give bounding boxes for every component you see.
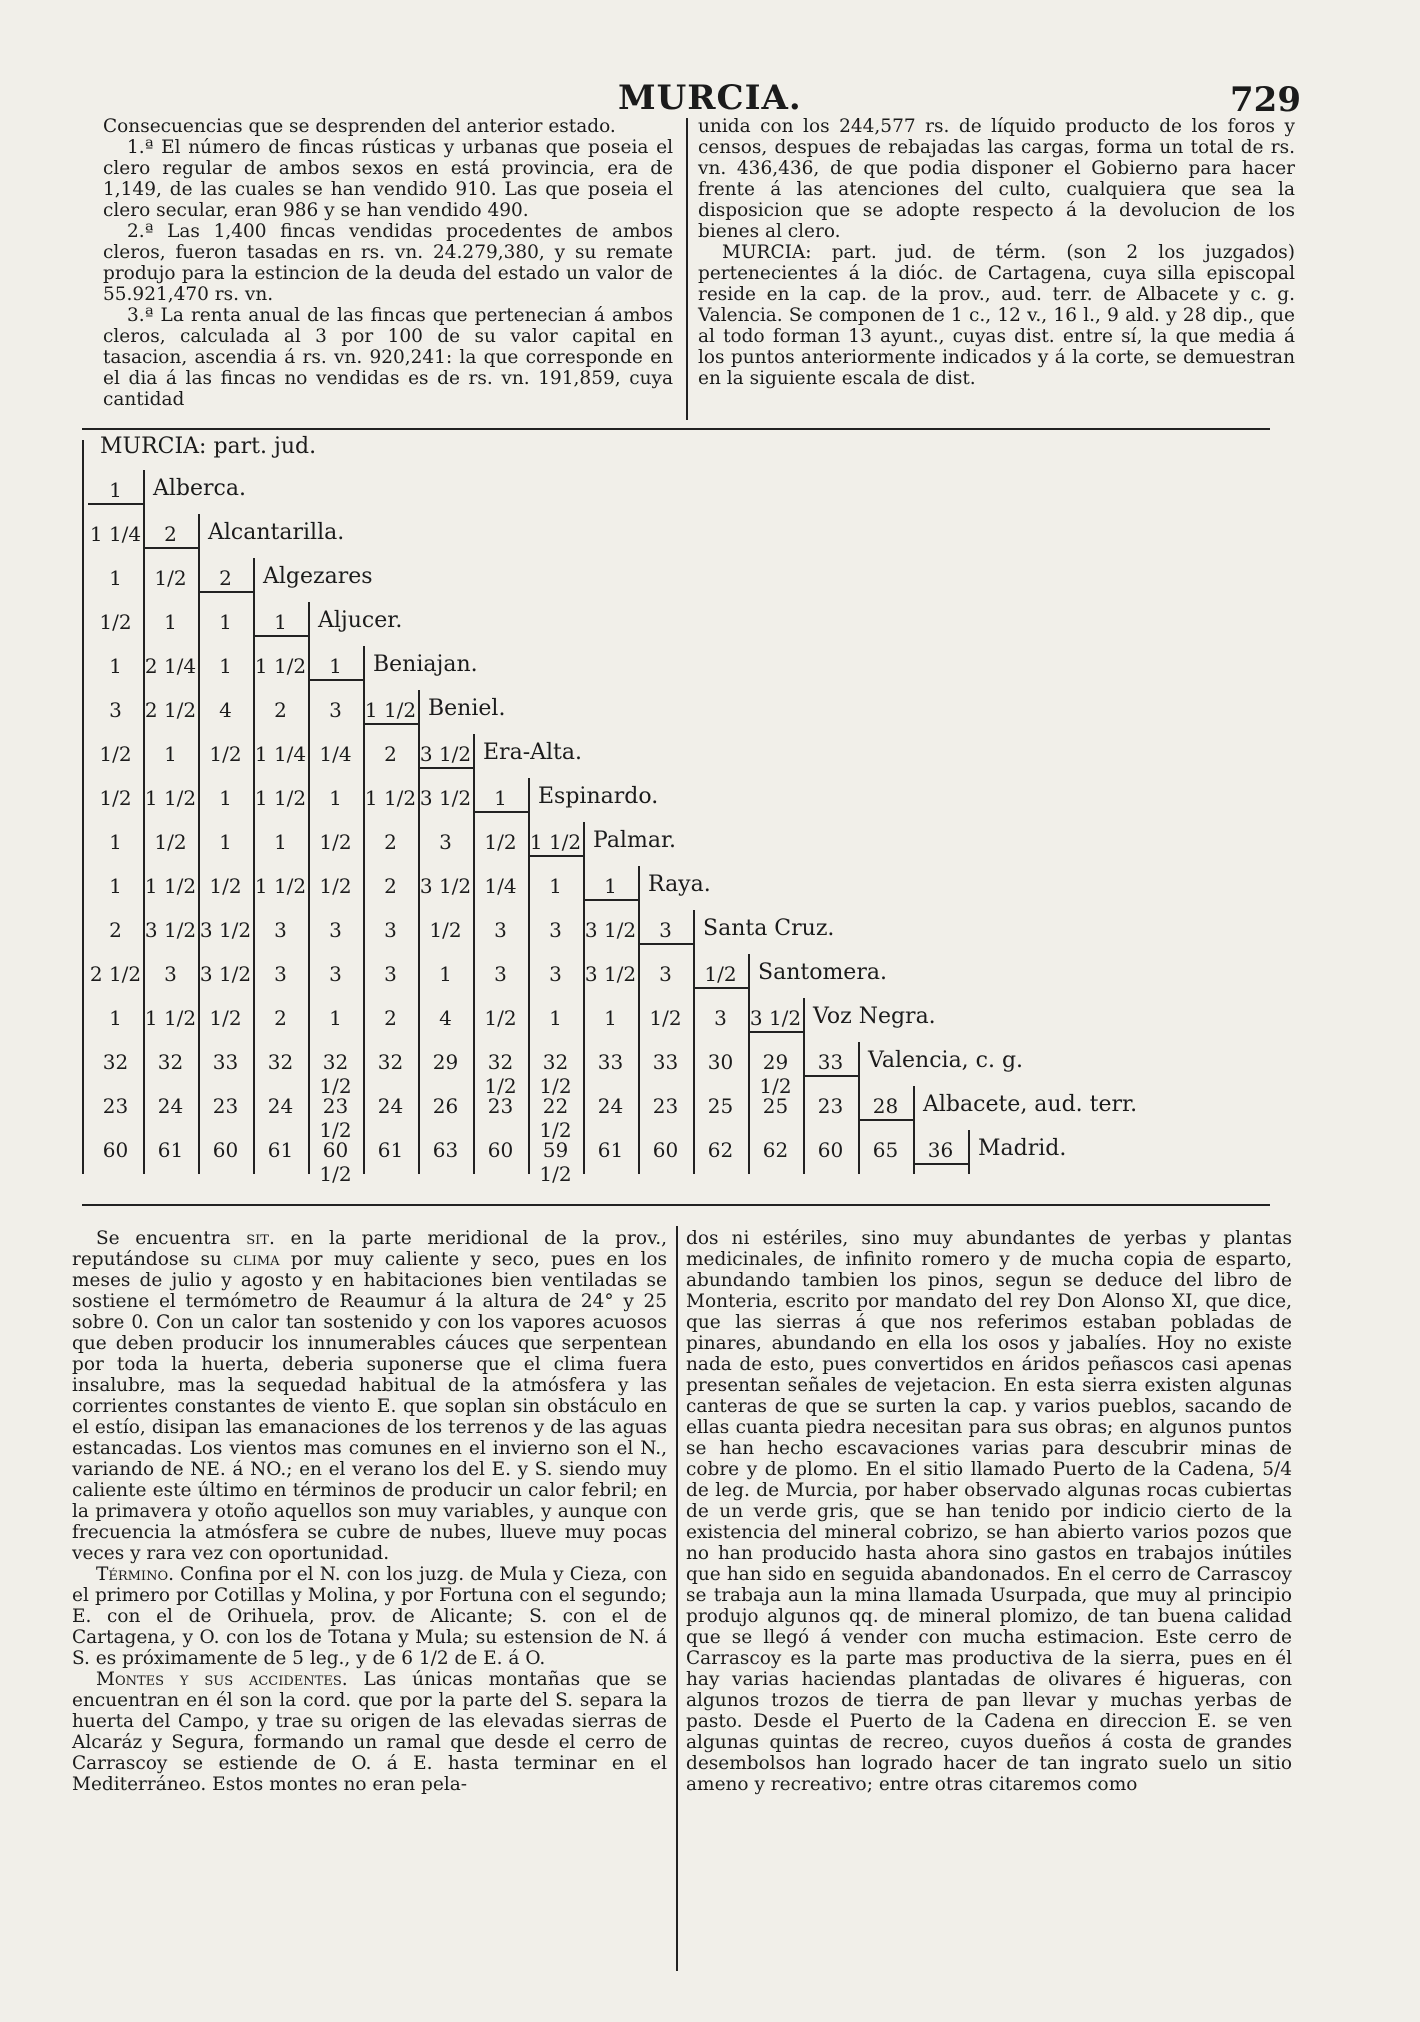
- distance-cell: 60: [652, 1138, 679, 1162]
- distance-cell: 1: [219, 654, 232, 678]
- distance-cell: 1 1/2: [363, 698, 418, 725]
- distance-cell: 3: [329, 962, 342, 986]
- table-row: [82, 822, 1270, 866]
- distance-cell: 2 1/4: [144, 654, 197, 678]
- distance-cell: 28: [858, 1094, 913, 1121]
- distance-cell: 3: [109, 698, 122, 722]
- distance-cell: 3 1/2: [199, 962, 252, 986]
- distance-cell: 1 1/4: [89, 522, 142, 546]
- distance-cell: 60: [102, 1138, 129, 1162]
- distance-cell: 1: [88, 478, 143, 505]
- distance-cell: 1/2: [209, 874, 242, 898]
- place-name: Era-Alta.: [483, 740, 582, 765]
- distance-cell: 1/2: [99, 742, 132, 766]
- distance-cell: 36: [913, 1138, 968, 1165]
- distance-cell: 1/2: [99, 610, 132, 634]
- distance-cell: 1: [583, 874, 638, 901]
- distance-cell: 61: [157, 1138, 184, 1162]
- distance-cell: 3: [439, 830, 452, 854]
- distance-cell: 60 1/2: [319, 1138, 352, 1186]
- distance-cell: 3: [494, 918, 507, 942]
- distance-cell: 3: [384, 918, 397, 942]
- distance-cell: 3: [659, 962, 672, 986]
- cell-divider: [803, 998, 805, 1042]
- distance-cell: 1 1/2: [144, 874, 197, 898]
- distance-cell: 1/2: [319, 874, 352, 898]
- cell-divider: [363, 646, 365, 690]
- distance-cell: 1/2: [209, 1006, 242, 1030]
- distance-cell: 26: [432, 1094, 459, 1118]
- text-run: Las únicas montañas que se encuentran en él son la cord. que por la parte del S. separa la huerta del Campo, y trae su origen de las elevadas sierras de Alcaráz y Segura, formando un ramal que desde el cerro de Carrascoy se estiende de O. á E. hasta terminar en el Mediterráneo. Estos montes no eran pela-: [72, 1669, 667, 1795]
- distance-cell: 2: [384, 830, 397, 854]
- distance-cell: 1: [308, 654, 363, 681]
- place-name: Raya.: [648, 872, 711, 897]
- place-name: Aljucer.: [318, 608, 403, 633]
- distance-cell: 1/4: [484, 874, 517, 898]
- distance-cell: 33: [652, 1050, 679, 1074]
- cell-divider: [198, 514, 200, 558]
- cell-divider: [748, 954, 750, 998]
- place-name: Palmar.: [593, 828, 677, 853]
- distance-cell: 61: [377, 1138, 404, 1162]
- distance-cell: 2: [384, 1006, 397, 1030]
- distance-cell: 23: [102, 1094, 129, 1118]
- text-run: en la parte meridional de la prov., reputándose su: [72, 1228, 667, 1270]
- cell-divider: [913, 1086, 915, 1130]
- distance-cell: 1 1/2: [254, 874, 307, 898]
- keyword: sit.: [246, 1228, 275, 1249]
- distance-cell: 1: [439, 962, 452, 986]
- distance-cell: 1: [109, 1006, 122, 1030]
- distance-cell: 1: [329, 786, 342, 810]
- table-row: [82, 1042, 1270, 1098]
- distance-cell: 32: [377, 1050, 404, 1074]
- distance-cell: 60: [212, 1138, 239, 1162]
- distance-cell: 1: [604, 1006, 617, 1030]
- distance-cell: 3 1/2: [584, 918, 637, 942]
- distance-cell: 1 1/2: [144, 1006, 197, 1030]
- place-name: Alberca.: [153, 476, 246, 501]
- distance-cell: 1/2: [154, 830, 187, 854]
- paragraph: MURCIA: part. jud. de térm. (son 2 los juzgados) pertenecientes á la dióc. de Cartagena, cuya silla episcopal reside en la cap. de la prov., aud. terr. de Albacete y c. g. Valencia. Se componen de 1 c., 12 v., 16 l., 9 ald. y 28 dip., que al todo forman 13 ayunt., cuyas dist. entre sí, la que media á los puntos anteriormente indicados y á la corte, se demuestran en la siguiente escala de dist.: [698, 242, 1295, 389]
- distance-cell: 25: [762, 1094, 789, 1118]
- distance-cell: 1 1/4: [254, 742, 307, 766]
- distance-table: [82, 434, 1270, 1206]
- table-row: [82, 470, 1270, 514]
- distance-cell: 4: [219, 698, 232, 722]
- paragraph: dos ni estériles, sino muy abundantes de yerbas y plantas medicinales, de infinito romero y de mucha copia de esparto, abundando tambien los pinos, segun se deduce del libro de Monteria, escrito por mandato del rey Don Alonso XI, que dice, que las sierras á que nos referimos estaban pobladas de pinares, abundando en ella los osos y jabalíes. Hoy no existe nada de esto, pues convertidos en áridos peñascos casi apenas presentan señales de vejetacion. En esta sierra existen algunas canteras de que se surten la cap. y varios pueblos, sacando de ellas cuanta piedra necesitan para sus obras; en algunos puntos se han hecho escavaciones varias para descubrir minas de cobre y de plomo. En el sitio llamado Puerto de la Cadena, 5/4 de leg. de Murcia, por haber observado algunas rocas cubiertas de un verde gris, que se han tenido por indicio cierto de la existencia del mineral cobrizo, se han abierto varios pozos que no han producido hasta ahora sino gastos en trabajos inútiles que han sido en seguida abandonados. En el cerro de Carrascoy se trabaja aun la mina llamada Usurpada, que muy al principio produjo algunos qq. de mineral plomizo, de tan buena calidad que se llegó á vender con mucha estimacion. Este cerro de Carrascoy es la parte mas productiva de la sierra, pues en él hay varias haciendas plantadas de olivares é higueras, con algunos trozos de tierra de pan llevar y muchas yerbas de pasto. Desde el Puerto de la Cadena en direccion E. se ven algunas quintas de recreo, cuyos dueños á costa de grandes desembolsos han logrado hacer de tan ingrato suelo un sitio ameno y recreativo; entre otras citaremos como: [686, 1228, 1292, 1795]
- table-row: [82, 690, 1270, 734]
- distance-cell: 1: [274, 830, 287, 854]
- distance-cell: 24: [267, 1094, 294, 1118]
- distance-cell: 3 1/2: [199, 918, 252, 942]
- distance-cell: 32 1/2: [319, 1050, 352, 1098]
- page-number: 729: [1230, 80, 1301, 120]
- place-name: Espinardo.: [538, 784, 659, 809]
- cell-divider: [418, 690, 420, 734]
- distance-cell: 1: [329, 1006, 342, 1030]
- distance-cell: 23 1/2: [319, 1094, 352, 1142]
- distance-cell: 3 1/2: [748, 1006, 803, 1033]
- distance-cell: 3: [384, 962, 397, 986]
- distance-cell: 1: [219, 786, 232, 810]
- distance-cell: 3: [164, 962, 177, 986]
- distance-cell: 24: [377, 1094, 404, 1118]
- distance-cell: 23: [212, 1094, 239, 1118]
- distance-cell: 63: [432, 1138, 459, 1162]
- distance-cell: 60: [487, 1138, 514, 1162]
- distance-cell: 22 1/2: [539, 1094, 572, 1142]
- table-top-rule: [82, 428, 1270, 430]
- table-row: [82, 910, 1270, 954]
- cell-divider: [968, 1130, 970, 1174]
- distance-cell: 3: [329, 698, 342, 722]
- distance-cell: 24: [597, 1094, 624, 1118]
- distance-cell: 1/2: [99, 786, 132, 810]
- cell-divider: [583, 822, 585, 866]
- distance-cell: 3: [549, 918, 562, 942]
- distance-cell: 1 1/2: [364, 786, 417, 810]
- distance-cell: 33: [212, 1050, 239, 1074]
- distance-cell: 32 1/2: [484, 1050, 517, 1098]
- column-divider: [686, 118, 688, 420]
- distance-cell: 2: [384, 874, 397, 898]
- distance-cell: 3: [714, 1006, 727, 1030]
- distance-cell: 1 1/2: [528, 830, 583, 857]
- distance-cell: 3: [638, 918, 693, 945]
- distance-cell: 1: [473, 786, 528, 813]
- table-row: [82, 734, 1270, 778]
- paragraph: [72, 1669, 667, 1795]
- distance-cell: 1/2: [693, 962, 748, 989]
- distance-cell: 3: [274, 962, 287, 986]
- paragraph: 2.ª Las 1,400 fincas vendidas procedentes de ambos cleros, fueron tasadas en rs. vn. 24.279,380, y su remate produjo para la estincion de la deuda del estado un valor de 55.921,470 rs. vn.: [103, 221, 673, 305]
- distance-cell: 32 1/2: [539, 1050, 572, 1098]
- place-name: Madrid.: [978, 1136, 1067, 1161]
- lower-left-column: [72, 1228, 667, 1795]
- distance-cell: 3: [274, 918, 287, 942]
- cell-divider: [858, 1042, 860, 1086]
- distance-cell: 1: [164, 742, 177, 766]
- section-heading: Montes y sus accidentes.: [96, 1669, 348, 1690]
- distance-cell: 2: [109, 918, 122, 942]
- distance-cell: 62: [707, 1138, 734, 1162]
- distance-cell: 3 1/2: [144, 918, 197, 942]
- distance-cell: 2 1/2: [89, 962, 142, 986]
- distance-cell: 3 1/2: [419, 786, 472, 810]
- distance-cell: 1/2: [429, 918, 462, 942]
- distance-cell: 24: [157, 1094, 184, 1118]
- distance-cell: 32: [157, 1050, 184, 1074]
- place-name: Albacete, aud. terr.: [923, 1092, 1138, 1117]
- table-row: [82, 646, 1270, 690]
- distance-cell: 1: [219, 610, 232, 634]
- table-row: [82, 1130, 1270, 1186]
- table-row: [82, 954, 1270, 998]
- distance-cell: 1: [164, 610, 177, 634]
- lower-right-column: [686, 1228, 1292, 1795]
- distance-cell: 2: [384, 742, 397, 766]
- upper-right-column: [698, 116, 1295, 389]
- section-heading: Término.: [96, 1564, 174, 1585]
- distance-cell: 3 1/2: [419, 874, 472, 898]
- distance-cell: 60: [817, 1138, 844, 1162]
- distance-cell: 1: [109, 566, 122, 590]
- distance-cell: 30: [707, 1050, 734, 1074]
- paragraph: [72, 1228, 667, 1564]
- page-title: MURCIA.: [618, 78, 802, 118]
- distance-cell: 29 1/2: [759, 1050, 792, 1098]
- place-name: Valencia, c. g.: [868, 1048, 1024, 1073]
- place-name: Santomera.: [758, 960, 887, 985]
- distance-cell: 4: [439, 1006, 452, 1030]
- table-row: [82, 866, 1270, 910]
- distance-cell: 2: [198, 566, 253, 593]
- distance-cell: 23: [487, 1094, 514, 1118]
- cell-divider: [473, 734, 475, 778]
- cell-divider: [253, 558, 255, 602]
- cell-divider: [143, 470, 145, 514]
- column-divider: [676, 1226, 678, 1971]
- paragraph: unida con los 244,577 rs. de líquido producto de los foros y censos, despues de rebajadas las cargas, forma un total de rs. vn. 436,436, de que podia disponer el Gobierno para hacer frente á las atenciones del culto, cualquiera que sea la disposicion que se adopte respecto á la devolucion de los bienes al clero.: [698, 116, 1295, 242]
- distance-cell: 1: [109, 654, 122, 678]
- distance-cell: 1/2: [484, 1006, 517, 1030]
- distance-cell: 1 1/2: [254, 654, 307, 678]
- distance-cell: 3: [549, 962, 562, 986]
- distance-cell: 1: [253, 610, 308, 637]
- distance-cell: 1: [219, 830, 232, 854]
- table-row: [82, 778, 1270, 822]
- table-row: [82, 558, 1270, 602]
- keyword: clima: [233, 1249, 280, 1270]
- distance-cell: 1: [549, 874, 562, 898]
- distance-cell: 32: [102, 1050, 129, 1074]
- place-name: Algezares: [263, 564, 373, 589]
- table-title: MURCIA: part. jud.: [100, 434, 317, 459]
- distance-cell: 59 1/2: [539, 1138, 572, 1186]
- distance-cell: 1 1/2: [144, 786, 197, 810]
- table-bottom-rule: [82, 1204, 1270, 1206]
- distance-cell: 1/2: [319, 830, 352, 854]
- paragraph: Consecuencias que se desprenden del anterior estado.: [103, 116, 616, 137]
- distance-cell: 2: [274, 1006, 287, 1030]
- text-run: por muy caliente y seco, pues en los meses de julio y agosto y en habitaciones bien ventiladas se sostiene el termómetro de Reaumur á la altura de 24° y 25 sobre 0. Con un calor tan sostenido y con los vapores acuosos que deben producir los innumerables cáuces que serpentean por toda la huerta, deberia suponerse que el clima fuera insalubre, mas la sequedad habitual de la atmósfera y las corrientes constantes de viento E. que soplan sin obstáculo en el estío, disipan las emanaciones de los terrenos y de las aguas estancadas. Los vientos mas comunes en el invierno son el N., variando de NE. á NO.; en el verano los del E. y S. siendo muy caliente este último en términos de producir un calor febril; en la primavera y otoño aquellos son muy variables, y aunque con frecuencia la atmósfera se cubre de nubes, llueve muy pocas veces y rara vez con oportunidad.: [72, 1249, 667, 1564]
- text-run: Se encuentra: [96, 1228, 247, 1249]
- paragraph: 1.ª El número de fincas rústicas y urbanas que poseia el clero regular de ambos sexos en está provincia, era de 1,149, de las cuales se han vendido 910. Las que poseia el clero secular, eran 986 y se han vendido 490.: [103, 137, 673, 221]
- distance-cell: 1: [109, 874, 122, 898]
- distance-cell: 29: [432, 1050, 459, 1074]
- distance-cell: 1/2: [484, 830, 517, 854]
- distance-cell: 3 1/2: [418, 742, 473, 769]
- distance-cell: 3: [329, 918, 342, 942]
- distance-cell: 1 1/2: [254, 786, 307, 810]
- table-row: [82, 602, 1270, 646]
- distance-cell: 1/4: [319, 742, 352, 766]
- text-run: Confina por el N. con los juzg. de Mula y Cieza, con el primero por Cotillas y Molina, y por Fortuna con el segundo; E. con el de Orihuela, prov. de Alicante; S. con el de Cartagena, y O. con los de Totana y Mula; su estension de N. á S. es próximamente de 5 leg., y de 6 1/2 de E. á O.: [72, 1564, 667, 1669]
- distance-cell: 1: [549, 1006, 562, 1030]
- place-name: Beniajan.: [373, 652, 478, 677]
- distance-cell: 1/2: [209, 742, 242, 766]
- distance-cell: 1/2: [649, 1006, 682, 1030]
- distance-cell: 3: [494, 962, 507, 986]
- distance-cell: 23: [817, 1094, 844, 1118]
- table-row: [82, 998, 1270, 1042]
- distance-cell: 3 1/2: [584, 962, 637, 986]
- table-row: [82, 514, 1270, 558]
- distance-cell: 23: [652, 1094, 679, 1118]
- distance-cell: 1: [109, 830, 122, 854]
- distance-cell: 61: [597, 1138, 624, 1162]
- place-name: Beniel.: [428, 696, 506, 721]
- paragraph: 3.ª La renta anual de las fincas que pertenecian á ambos cleros, calculada al 3 por 100 de su valor capital en tasacion, ascendia á rs. vn. 920,241: la que corresponde en el dia á las fincas no vendidas es de rs. vn. 191,859, cuya cantidad: [103, 305, 673, 410]
- cell-divider: [693, 910, 695, 954]
- distance-cell: 2 1/2: [144, 698, 197, 722]
- cell-divider: [308, 602, 310, 646]
- distance-cell: 2: [143, 522, 198, 549]
- place-name: Alcantarilla.: [208, 520, 345, 545]
- cell-divider: [528, 778, 530, 822]
- upper-left-column: [103, 116, 673, 410]
- distance-cell: 65: [872, 1138, 899, 1162]
- cell-divider: [638, 866, 640, 910]
- distance-cell: 25: [707, 1094, 734, 1118]
- distance-cell: 33: [803, 1050, 858, 1077]
- distance-cell: 62: [762, 1138, 789, 1162]
- table-row: [82, 1086, 1270, 1142]
- distance-cell: 32: [267, 1050, 294, 1074]
- distance-cell: 33: [597, 1050, 624, 1074]
- distance-cell: 2: [274, 698, 287, 722]
- paragraph: [72, 1564, 667, 1669]
- place-name: Voz Negra.: [813, 1004, 936, 1029]
- distance-cell: 1/2: [154, 566, 187, 590]
- place-name: Santa Cruz.: [703, 916, 835, 941]
- distance-cell: 61: [267, 1138, 294, 1162]
